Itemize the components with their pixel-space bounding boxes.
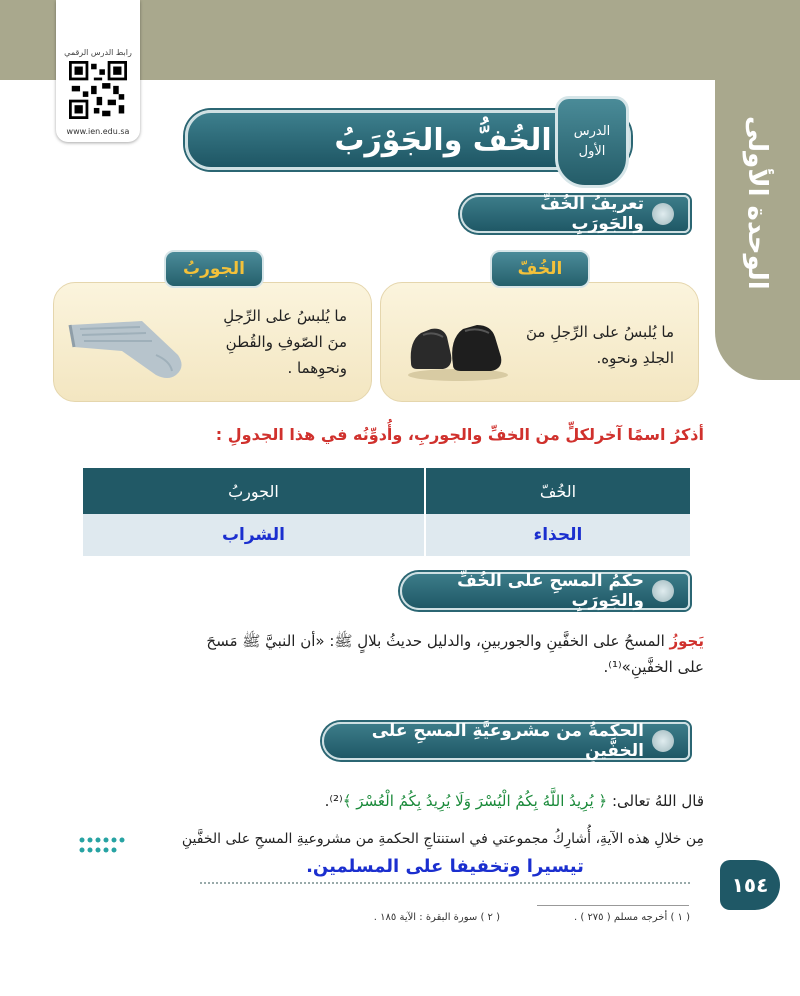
quran-verse: ﴿ يُرِيدُ اللَّهُ بِكُمُ الْيُسْرَ وَلَا يُرِيدُ بِكُمُ الْعُسْرَ ﴾ <box>342 792 608 810</box>
qr-code-icon[interactable] <box>69 61 127 119</box>
section-definition-heading <box>460 195 690 233</box>
khuff-image <box>403 303 513 383</box>
footnote-2: ( ٢ ) سورة البقرة : الآية ١٨٥ . <box>373 912 500 923</box>
answer-line[interactable] <box>200 856 690 884</box>
jawrab-label-tag <box>164 250 264 288</box>
lesson-tag-line1: الدرس <box>573 124 611 139</box>
khuff-label-tag <box>490 250 590 288</box>
decorative-dots <box>78 832 138 862</box>
qr-card[interactable] <box>56 0 140 142</box>
wisdom-answer: تيسيرا وتخفيفا على المسلمين. <box>306 856 584 877</box>
section-wisdom-title: الحكمةُ من مشروعيَّةِ المسحِ على الخفَّينِ <box>371 721 644 761</box>
bullet-icon <box>652 203 674 225</box>
unit-side-band <box>715 0 800 380</box>
jawrab-card <box>53 282 372 402</box>
lesson-tag-line2: الأول <box>578 144 606 159</box>
section-definition-title: تعريفُ الخُفِّ والجَورَبِ <box>540 194 644 234</box>
verse-reference: ⁽²⁾. <box>324 792 343 810</box>
ruling-paragraph <box>94 628 704 680</box>
verse-lead: قال اللهُ تعالى: <box>607 792 704 810</box>
bullet-icon <box>652 580 674 602</box>
jawrab-image <box>60 303 190 393</box>
question-prompt: أذكرُ اسمًا آخرلكلٍّ من الخفِّ والجوربِ، وأُدوِّنُه في هذا الجدولِ : <box>215 425 704 444</box>
footnote-1: ( ١ ) أخرجه مسلم ( ٢٧٥ ) . <box>574 912 690 923</box>
ruling-text-line2: على الخفَّينِ»⁽¹⁾. <box>603 658 704 676</box>
jawrab-label: الجوربُ <box>183 259 245 279</box>
jawrab-def-line3: ونحوِهما . <box>287 359 347 377</box>
khuff-def-line2: الجلدِ ونحوِه. <box>596 349 674 367</box>
table-cell-jawrab-answer[interactable]: الشراب <box>82 514 425 556</box>
table-header-jawrab: الجوربُ <box>82 468 425 514</box>
table-row <box>82 514 690 556</box>
section-wisdom-heading <box>322 722 690 760</box>
jawrab-def-line1: ما يُلبسُ على الرِّجلِ <box>223 307 347 325</box>
khuff-card <box>380 282 699 402</box>
page-number-text: ١٥٤ <box>731 873 769 897</box>
page-number <box>720 860 780 910</box>
khuff-label: الخُفّ <box>517 259 563 279</box>
table-header-khuff: الخُفّ <box>425 468 690 514</box>
bullet-icon <box>652 730 674 752</box>
unit-title: الوحدة الأولى <box>742 116 772 290</box>
table-header-row <box>82 468 690 514</box>
ruling-lead-word: يَجوزُ <box>669 632 704 650</box>
jawrab-def-line2: منَ الصّوفِ والقُطنِ <box>225 333 347 351</box>
footnote-divider <box>537 905 689 906</box>
wisdom-prompt: مِن خلالِ هذه الآيةِ، أُشارِكُ مجموعتي في استنتاجِ الحكمةِ من مشروعيةِ المسحِ على الخفَّينِ <box>181 831 704 847</box>
lesson-title: الخُفُّ والجَوْرَبُ <box>334 122 552 158</box>
jawrab-definition <box>223 303 347 381</box>
khuff-def-line1: ما يُلبسُ على الرِّجلِ منَ <box>526 323 674 341</box>
khuff-definition <box>526 319 674 371</box>
section-ruling-title: حكمُ المسحِ على الخُفِّ والجَورَبِ <box>457 571 644 611</box>
table-cell-khuff-answer[interactable]: الحذاء <box>425 514 690 556</box>
names-table <box>81 468 690 556</box>
verse-paragraph <box>94 788 704 814</box>
lesson-number-tag <box>555 96 629 188</box>
qr-url[interactable]: www.ien.edu.sa <box>66 127 130 136</box>
qr-caption: رابط الدرس الرقمي <box>64 48 132 57</box>
ruling-text: المسحُ على الخفَّينِ والجوربينِ، والدليل حديثُ بلالٍ ﷺ: «أن النبيَّ ﷺ مَسحَ <box>206 632 670 650</box>
section-ruling-heading <box>400 572 690 610</box>
